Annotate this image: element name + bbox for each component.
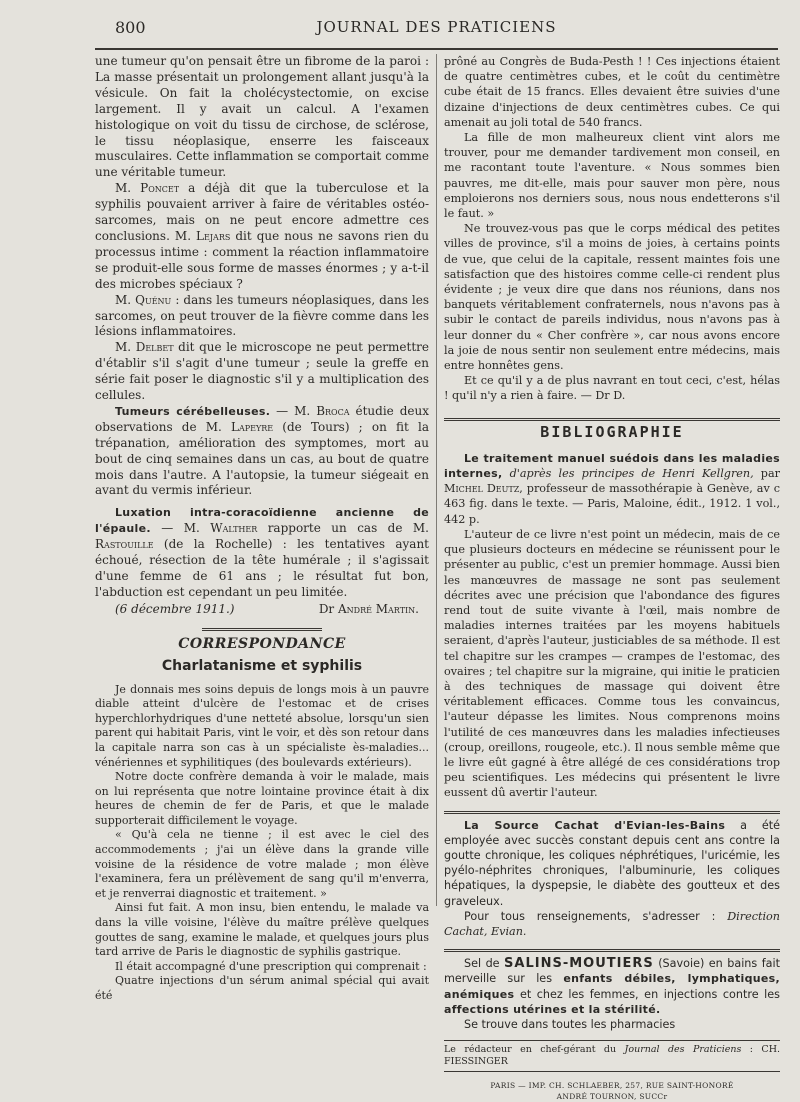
- person-name: Broca: [316, 403, 350, 418]
- person-name: Walther: [210, 521, 258, 536]
- paragraph: Ne trouvez-vous pas que le corps médical des petites villes de province, s'il a moins de joies, à certains points de vue, que celui de la capitale, ressent maintes fois une satisfaction que des histoires comme celle-ci rendent plus évidente ; je veux dire que dans nos réunions, dans nos banquets véritablement confraternels, nous n'avons pas à subir le contact de pareils individus, nous n'avons pas à leur donner du « Cher confrère », car nous avons encore la joie de nous sentir non seulement entre médecins, mais entre honnêtes gens.: [444, 222, 780, 373]
- person-name: Delbet: [135, 340, 174, 355]
- person-name: Lapeyre: [231, 419, 274, 434]
- ad-brand: SALINS-MOUTIERS: [504, 956, 654, 972]
- person-name: Rastouille: [95, 537, 154, 552]
- paragraph: Notre docte confrère demanda à voir le malade, mais on lui représenta que notre lointaine province était à dix heures de chemin de fer de Paris, et que le malade supporterait difficilement le voyage.: [95, 770, 429, 827]
- page-header: [95, 14, 778, 50]
- paragraph: Il était accompagné d'une prescription qui comprenait :: [115, 959, 427, 973]
- paragraph: Je donnais mes soins depuis de longs mois à un pauvre diable atteint d'ulcère de l'estomac et de crises hyperchlorhydriques d'une netteté absolue, lorsqu'un sien parent qui habitait Paris, vint le voir, et dès son retour dans la capitale narra son cas à un spécialiste ès-maladies... vénériennes et syphilitiques (des boulevards extérieurs).: [95, 682, 429, 769]
- paragraph-poncet: M. Poncet a déjà dit que la tuberculose et la syphilis pouvaient arriver à faire de véritables ostéo-sarcomes, mais on ne peut encore admettre ces conclusions. M. Lejars dit que nous ne savons rien du processus intime : comment la réaction inflammatoire se produit-elle sous forme de masses énormes ; y a-t-il des microbes spéciaux ?: [95, 181, 429, 291]
- paragraph: Quatre injections d'un sérum animal spécial qui avait été: [95, 974, 429, 1002]
- paragraph: « Qu'à cela ne tienne ; il est avec le ciel des accommodements ; j'ai un élève dans la grande ville voisine de la résidence de votre malade ; mon élève l'examinera, fera un prélèvement de sang qu'il m'enverra, et je renverrai diagnostic et traitement. »: [95, 828, 429, 900]
- editor-line: Le rédacteur en chef-gérant du Journal des Praticiens : CH. FIESSINGER: [444, 1044, 780, 1068]
- book-reference: Le traitement manuel suédois dans les maladies internes, d'après les principes de Henri Kellgren, par Michel Deutz, professeur de massothérapie à Genève, av c 463 fig. dans le texte. — Paris, Maloine, édit., 1912. 1 vol., 442 p.: [444, 451, 780, 526]
- paragraph: Et ce qu'il y a de plus navrant en tout ceci, c'est, hélas ! qu'il n'y a rien à faire. — Dr D.: [444, 374, 780, 403]
- person-name: Lejars: [196, 228, 231, 243]
- paragraph-quenu: M. Quénu : dans les tumeurs néoplasiques, dans les sarcomes, on peut trouver de la fièvre comme dans les lésions inflammatoires.: [95, 292, 429, 339]
- paragraph-luxation: Luxation intra-coracoïdienne ancienne de l'épaule. — M. Walther rapporte un cas de M. Rastouille (de la Rochelle) : les tentatives ayant échoué, résection de la tête humérale ; il s'agissait d'une femme de 61 ans ; le résultat fut bon, l'abduction est cependant un peu limitée.: [95, 506, 429, 599]
- ad-lead: La Source Cachat d'Evian-les-Bains: [464, 818, 726, 832]
- right-column: [444, 54, 780, 1102]
- person-name: Poncet: [140, 181, 180, 196]
- bibliography-header: [444, 418, 780, 441]
- section-separator: [202, 628, 322, 631]
- report-signature: [95, 602, 429, 618]
- footer-rule: [444, 1071, 780, 1072]
- paragraph-delbet: M. Delbet dit que le microscope ne peut permettre d'établir s'il s'agit d'une tumeur ; seule la greffe en série fait poser le diagnostic s'il y a multiplication des cellules.: [95, 340, 429, 403]
- printer-imprint: PARIS — IMP. CH. SCHLAEBER, 257, RUE SAINT-HONORÉ ANDRÉ TOURNON, SUCCr: [490, 1081, 734, 1102]
- section-title-bibliographie: BIBLIOGRAPHIE: [540, 422, 684, 441]
- page-number: 800: [115, 18, 146, 37]
- footer-rule: [444, 1040, 780, 1041]
- advertisement-cachat: La Source Cachat d'Evian-les-Bains a été employée avec succès constant depuis cent ans contre la goutte chronique, les coliques néphrétiques, l'uricémie, les pyélo-néphrites chroniques, l'albuminurie, les coliques hépatiques, la dyspepsie, le diabète des goutteux et des graveleux. Pour tous renseignements, s'adresser : Direction Cachat, Evian.: [444, 811, 780, 940]
- person-name: Quénu: [135, 292, 172, 307]
- left-column: [95, 54, 429, 1004]
- signature-author: Dr André Martin.: [318, 601, 419, 616]
- correspondance-body: [95, 683, 429, 1004]
- paragraph-tumor-case: une tumeur qu'on pensait être un fibrome de la paroi : La masse présentait un prolongement allant jusqu'à la vésicule. On fait la cholécystectomie, on excise largement. Il y avait un calcul. A l'examen histologique on voit du tissu de circhose, de sclérose, le tissu néoplasique, enserre les faisceaux musculaires. Cette inflammation se comportait comme une véritable tumeur.: [95, 54, 429, 180]
- subsection-heading: Tumeurs cérébelleuses.: [115, 404, 271, 418]
- paragraph-tumeurs-cerebelleuses: Tumeurs cérébelleuses. — M. Broca étudie deux observations de M. Lapeyre (de Tours) ; on fit la trépanation, amélioration des symptomes, mort au bout de cinq semaines dans un cas, au bout de quatre mois dans l'autre. A l'autopsie, la tumeur siégeait en avant du vermis inférieur.: [95, 403, 429, 498]
- book-review: L'auteur de ce livre n'est point un médecin, mais de ce que plusieurs docteurs en médecine se réunissent pour le présenter au public, c'est un premier hommage. Aussi bien les manœuvres de massage ne sont pas seulement décrites avec une précision que l'abondance des figures rend tout de suite vivante à l'œil, mais nombre de maladies internes traitées par les moyens habituels seraient, d'après l'auteur, justiciables de sa méthode. Il est tel chapitre sur les crampes — crampes de l'estomac, des ovaires ; tel chapitre sur la migraine, qui initie le praticien à des techniques de massage qui doivent être véritablement efficaces. Comme tous les convaincus, l'auteur dépasse les limites. Nous comprenons moins l'utilité de ces manœuvres dans les maladies infectieuses (croup, oreillons, rougeole, etc.). Il nous semble même que le livre eût gagné à être allégé de ces considérations trop peu scientifiques. Les médecins qui présentent le livre eussent dû avertir l'auteur.: [444, 527, 780, 800]
- advertisement-salins: Sel de SALINS-MOUTIERS (Savoie) en bains fait merveille sur les enfants débiles, lymphatiques, anémiques et chez les femmes, en injections contre les affections utérines et la stérilité. Se trouve dans toutes les pharmacies: [444, 949, 780, 1032]
- article-title: Charlatanisme et syphilis: [161, 657, 363, 674]
- journal-title: JOURNAL DES PRATICIENS: [316, 18, 557, 36]
- section-title-correspondance: CORRESPONDANCE: [178, 635, 346, 652]
- subsection-heading: Luxation intra-coracoïdienne ancienne de l'épaule.: [95, 506, 429, 536]
- column-divider: [436, 54, 437, 906]
- paragraph: La fille de mon malheureux client vint alors me trouver, pour me demander tardivement mon conseil, en me racontant toute l'aventure. « Nous sommes bien pauvres, me dit-elle, mais pour sauver mon père, nous emploierons nos derniers sous, nous nous endetterons s'il le faut. »: [444, 131, 780, 221]
- paragraph: prôné au Congrès de Buda-Pesth ! ! Ces injections étaient de quatre centimètres cubes, et le coût du centimètre cube était de 15 francs. Elles devaient être suivies d'une dizaine d'injections de deux centimètres cubes. Ce qui amenait au joli total de 540 francs.: [444, 55, 780, 129]
- paragraph: Ainsi fut fait. A mon insu, bien entendu, le malade va dans la ville voisine, l'élève du maître prélève quelques gouttes de sang, examine le malade, et quelques jours plus tard arrive de Paris le diagnostic de syphilis gastrique.: [95, 901, 429, 959]
- signature-date: (6 décembre 1911.): [115, 601, 235, 616]
- book-title: Le traitement manuel suédois dans les maladies internes,: [444, 451, 780, 481]
- book-author: Michel Deutz: [444, 482, 520, 496]
